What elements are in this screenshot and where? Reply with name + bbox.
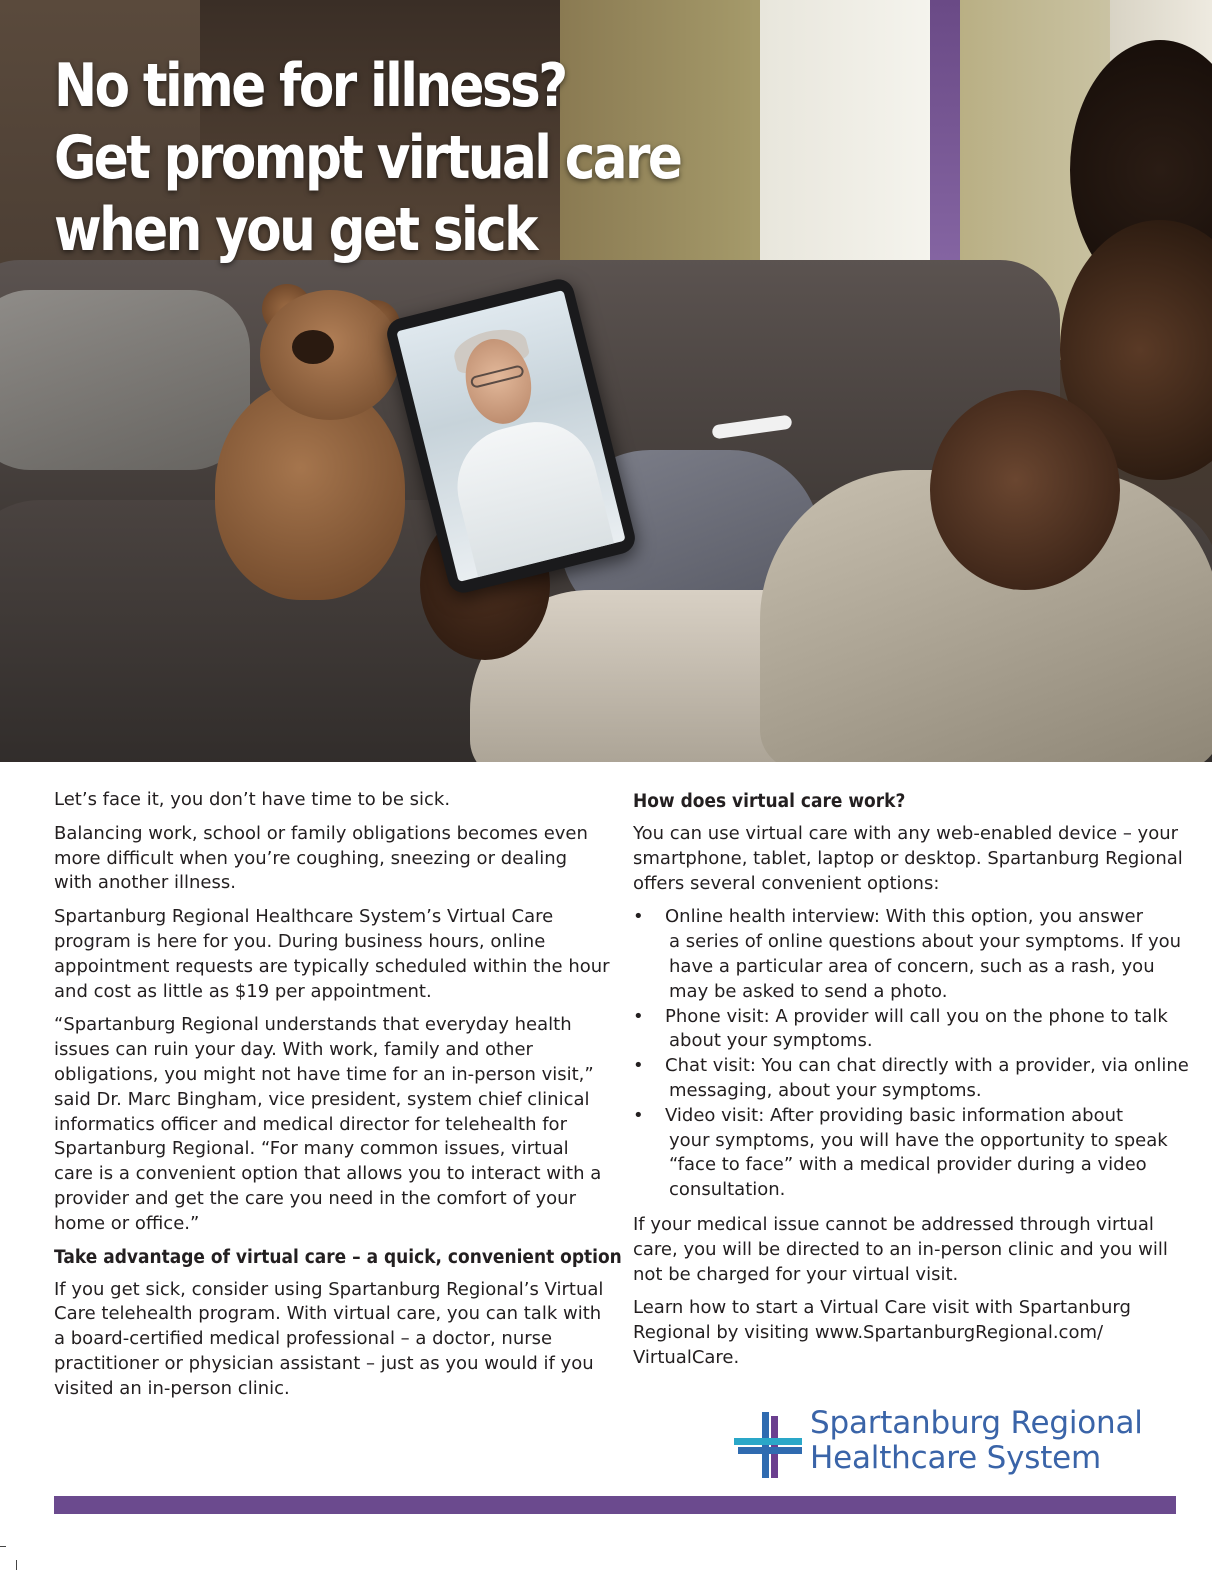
list-item: [633, 1005, 1193, 1055]
footer-bar: [54, 1496, 1176, 1514]
list-item: [633, 905, 1193, 1004]
program-paragraph: Spartanburg Regional Healthcare System’s Virtual Care program is here for you. During business hours, online appointment requests are typically scheduled within the hour and cost as little as $19 per appointment.: [54, 906, 610, 1002]
headline-line-1: No time for illness?: [54, 51, 566, 121]
headline-line-2: Get prompt virtual care: [54, 123, 681, 193]
hero-photo: [0, 0, 1212, 762]
list-item-rest: your symptoms, you will have the opportunity to speak “face to face” with a medical provider during a video consultation.: [669, 1129, 1168, 1201]
logo-line-2: Healthcare System: [810, 1440, 1102, 1476]
list-item-rest: messaging, about your symptoms.: [669, 1079, 982, 1101]
not-charged-paragraph: If your medical issue cannot be addressed through virtual care, you will be directed to an in-person clinic and you will not be charged for your virtual visit.: [633, 1213, 1168, 1285]
headline: [54, 50, 680, 266]
list-item-first-line: Online health interview: With this option, you answer: [665, 906, 1144, 928]
list-item-rest: a series of online questions about your symptoms. If you have a particular area of concern, such as a rash, you may be asked to send a photo.: [669, 931, 1182, 1002]
section-heading-advantage: Take advantage of virtual care – a quick, convenient option: [54, 1246, 622, 1268]
right-column: [633, 788, 1193, 1380]
doctor-coat: [445, 409, 620, 582]
intro-paragraph: Let’s face it, you don’t have time to be sick.: [54, 789, 451, 810]
list-item: [633, 1054, 1193, 1104]
blanket: [0, 290, 250, 470]
devices-paragraph: You can use virtual care with any web-enabled device – your smartphone, tablet, laptop or desktop. Spartanburg Regional offers several convenient options:: [633, 823, 1183, 894]
section-heading-how-it-works: How does virtual care work?: [633, 791, 906, 812]
options-list: [633, 905, 1193, 1203]
left-column: [54, 788, 622, 1411]
list-item-first-line: Phone visit: A provider will call you on the phone to talk: [665, 1005, 1168, 1027]
child-head: [930, 390, 1120, 590]
learn-more-paragraph: Learn how to start a Virtual Care visit with Spartanburg Regional by visiting www.SpartanburgRegional.com/ VirtualCare.: [633, 1297, 1131, 1368]
organization-logo: [734, 1406, 1194, 1486]
cross-logo-icon: [734, 1412, 802, 1478]
list-item-rest: about your symptoms.: [669, 1030, 873, 1052]
headline-line-3: when you get sick: [54, 195, 536, 265]
teddy-bear-nose: [292, 330, 334, 364]
quote-paragraph: “Spartanburg Regional understands that everyday health issues can ruin your day. With work, family and other obligations, you might not have time for an in-person visit,” said Dr. Marc Bingham, vice president, system chief clinical informatics officer and medical director for telehealth for Spartanburg Regional. “For many common issues, virtual care is a convenient option that allows you to interact with a provider and get the care you need in the comfort of your home or office.”: [54, 1014, 602, 1234]
crop-mark: [16, 1560, 17, 1570]
list-item: [633, 1104, 1193, 1203]
logo-bar: [734, 1438, 802, 1445]
logo-line-1: Spartanburg Regional: [810, 1405, 1143, 1441]
list-item-first-line: Chat visit: You can chat directly with a provider, via online: [665, 1055, 1189, 1077]
crop-mark: [0, 1546, 6, 1547]
balancing-paragraph: Balancing work, school or family obligations becomes even more difficult when you’re coughing, sneezing or dealing with another illness.: [54, 822, 588, 894]
logo-bar: [738, 1447, 802, 1454]
list-item-first-line: Video visit: After providing basic information about: [665, 1104, 1124, 1126]
logo-wordmark: [810, 1406, 1143, 1476]
advantage-paragraph: If you get sick, consider using Spartanburg Regional’s Virtual Care telehealth program. With virtual care, you can talk with a board-certified medical professional – a doctor, nurse practitioner or physician assistant – just as you would if you visited an in-person clinic.: [54, 1278, 604, 1399]
